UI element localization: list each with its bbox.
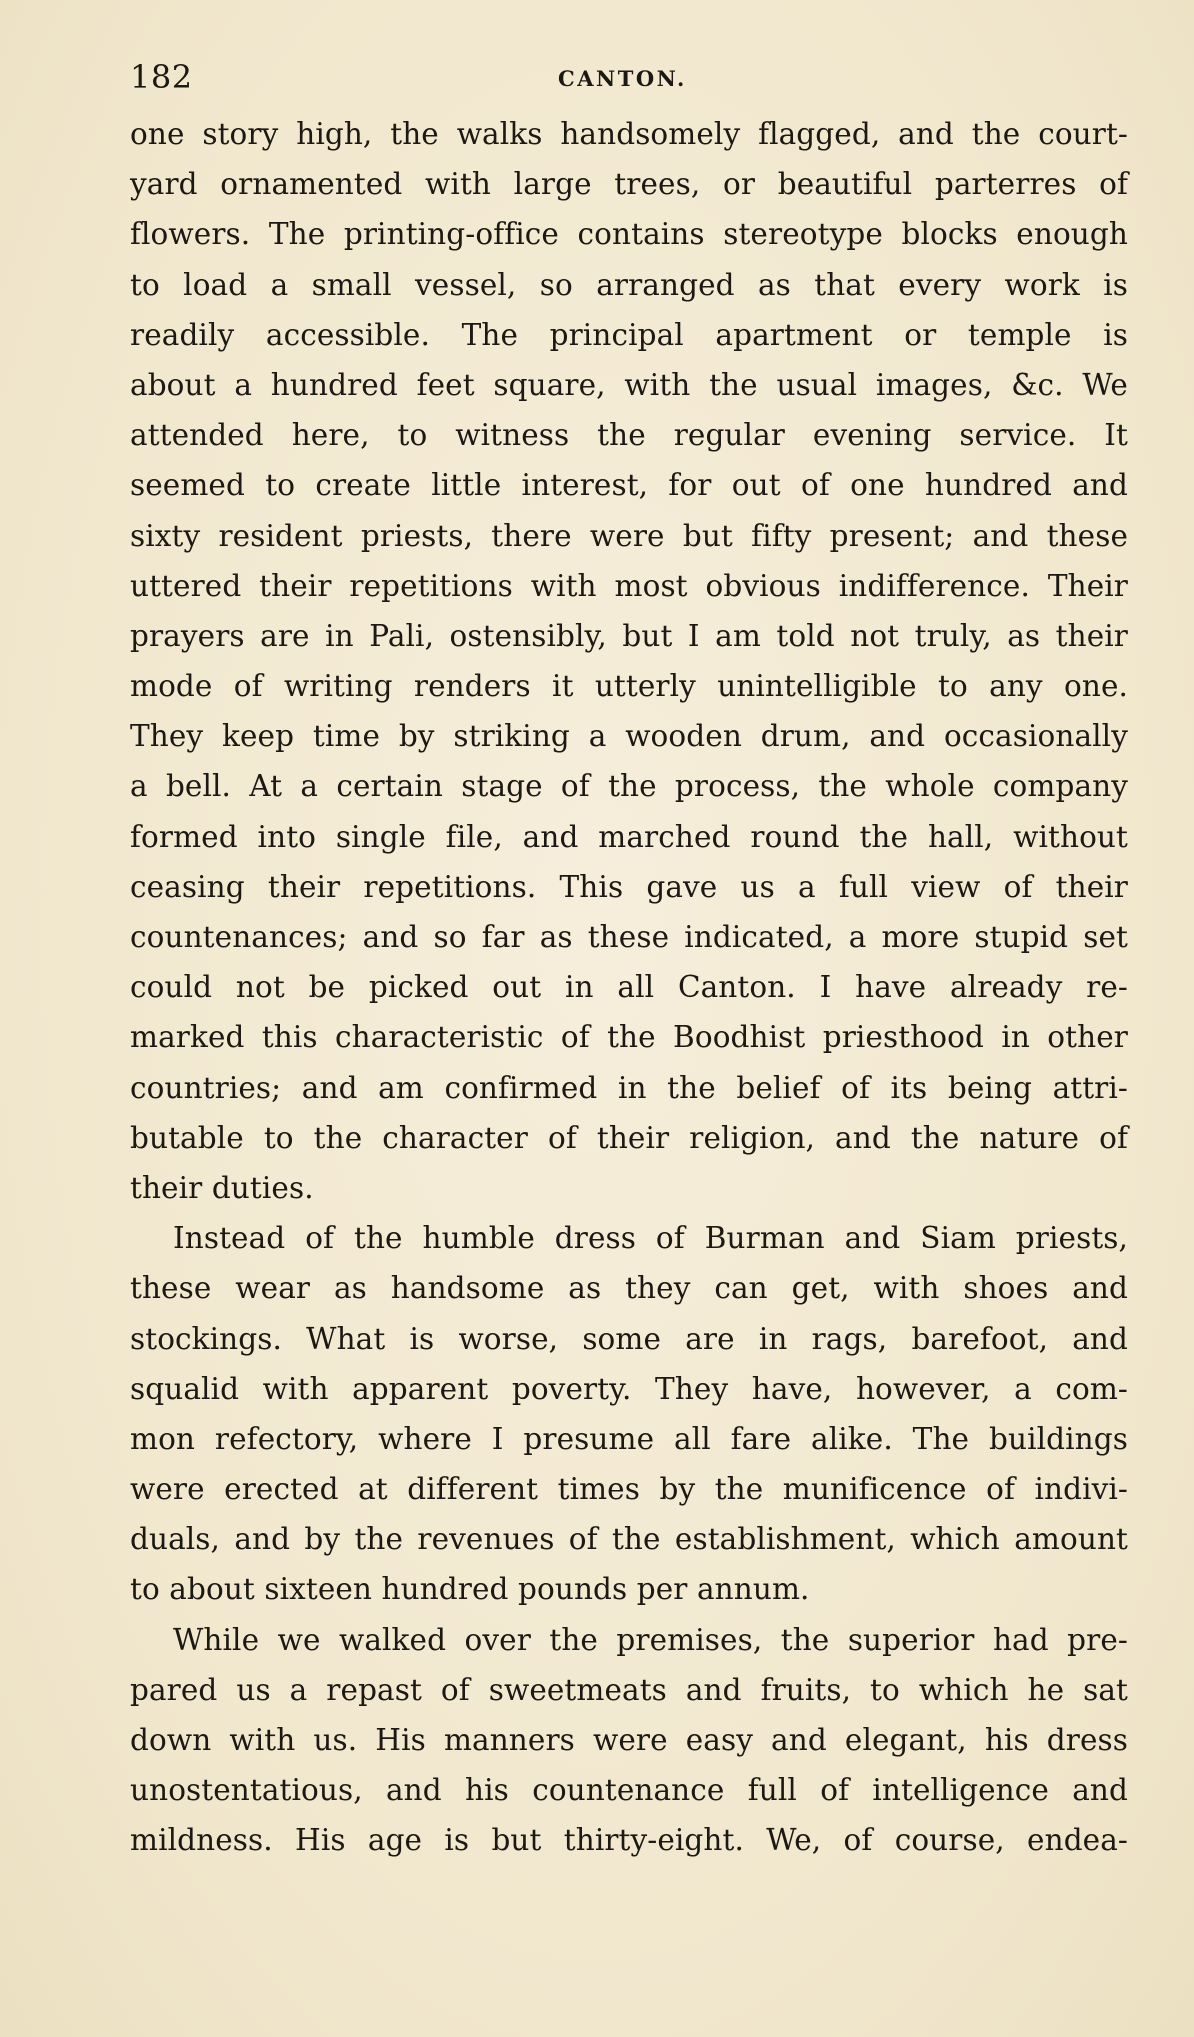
text-line: could not be picked out in all Canton. I have already re- xyxy=(130,970,1128,1005)
text-line: Instead of the humble dress of Burman and Siam priests, xyxy=(173,1221,1128,1256)
text-line: countenances; and so far as these indicated, a more stupid set xyxy=(130,920,1128,954)
text-line: pared us a repast of sweetmeats and fruits, to which he sat xyxy=(130,1672,1128,1707)
text-line: their duties. xyxy=(130,1170,314,1205)
text-line: about a hundred feet square, with the usual images, &c. We xyxy=(130,367,1128,402)
text-line: yard ornamented with large trees, or beautiful parterres of xyxy=(130,167,1128,202)
text-line: were erected at different times by the munificence of indivi- xyxy=(130,1472,1128,1507)
text-line: formed into single file, and marched round the hall, without xyxy=(130,819,1128,854)
text-line: butable to the character of their religion, and the nature of xyxy=(130,1120,1128,1155)
text-line: to about sixteen hundred pounds per annum. xyxy=(130,1572,810,1607)
text-line: unostentatious, and his countenance full of intelligence and xyxy=(130,1773,1128,1808)
text-line: a bell. At a certain stage of the process, the whole company xyxy=(130,769,1128,804)
text-line: While we walked over the premises, the superior had pre- xyxy=(173,1622,1128,1657)
text-line: mildness. His age is but thirty-eight. We, of course, endea- xyxy=(130,1823,1128,1858)
text-line: sixty resident priests, there were but fifty present; and these xyxy=(130,518,1128,553)
text-line: marked this characteristic of the Boodhist priesthood in other xyxy=(130,1020,1128,1055)
text-line: They keep time by striking a wooden drum, and occasionally xyxy=(130,719,1128,754)
text-line: prayers are in Pali, ostensibly, but I am told not truly, as their xyxy=(130,618,1128,653)
text-line: mode of writing renders it utterly unintelligible to any one. xyxy=(130,669,1128,704)
text-line: these wear as handsome as they can get, with shoes and xyxy=(130,1271,1128,1306)
text-line: seemed to create little interest, for out of one hundred and xyxy=(130,468,1128,503)
text-line: flowers. The printing-office contains stereotype blocks enough xyxy=(130,217,1128,252)
text-line: down with us. His manners were easy and elegant, his dress xyxy=(130,1723,1128,1757)
text-line: to load a small vessel, so arranged as that every work is xyxy=(130,267,1128,302)
text-line: duals, and by the revenues of the establishment, which amount xyxy=(130,1522,1128,1557)
text-line: uttered their repetitions with most obvious indifference. Their xyxy=(130,568,1128,603)
text-line: one story high, the walks handsomely flagged, and the court- xyxy=(130,117,1128,151)
text-line: stockings. What is worse, some are in rags, barefoot, and xyxy=(130,1321,1128,1356)
text-line: countries; and am confirmed in the belief of its being attri- xyxy=(130,1070,1128,1105)
running-head: CANTON. xyxy=(558,66,687,91)
text-line: readily accessible. The principal apartment or temple is xyxy=(130,317,1128,352)
page-header xyxy=(130,52,1120,102)
text-line: squalid with apparent poverty. They have, however, a com- xyxy=(130,1371,1128,1406)
text-line: mon refectory, where I presume all fare alike. The buildings xyxy=(130,1421,1128,1456)
page-number: 182 xyxy=(130,58,193,96)
body-text xyxy=(130,109,1128,1866)
text-line: attended here, to witness the regular evening service. It xyxy=(130,418,1128,453)
text-line: ceasing their repetitions. This gave us a full view of their xyxy=(130,869,1128,904)
